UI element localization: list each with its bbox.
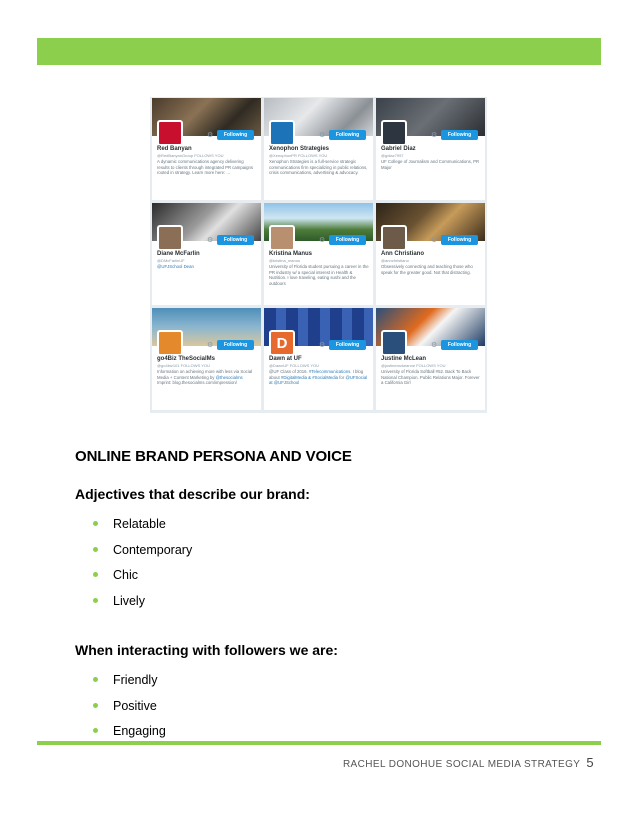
profile-name[interactable]: Dawn at UF bbox=[269, 356, 302, 362]
profile-handle: @justinemckeanne FOLLOWS YOU bbox=[381, 363, 446, 368]
bullet-label: Positive bbox=[113, 698, 157, 713]
profile-name[interactable]: Kristina Manus bbox=[269, 251, 313, 257]
following-button[interactable]: Following bbox=[441, 235, 478, 245]
gear-icon[interactable]: ⚙ bbox=[207, 342, 214, 349]
avatar[interactable] bbox=[381, 120, 407, 146]
profile-name[interactable]: Justine McLean bbox=[381, 356, 427, 362]
gear-icon[interactable]: ⚙ bbox=[431, 342, 438, 349]
bullet-dot-icon bbox=[93, 598, 98, 603]
bullet-item bbox=[93, 593, 192, 619]
following-button[interactable]: Following bbox=[217, 235, 254, 245]
twitter-profile-card[interactable] bbox=[376, 98, 485, 200]
profile-bio: University of Florida Softball #52. Back To Back National Champion. Public Relations Major. Forever a California Girl bbox=[381, 369, 480, 386]
bullet-item bbox=[93, 723, 166, 749]
footer-accent-bar bbox=[37, 741, 601, 745]
avatar[interactable] bbox=[157, 225, 183, 251]
twitter-profile-card[interactable] bbox=[152, 203, 261, 305]
avatar[interactable]: D bbox=[269, 330, 295, 356]
adjectives-list bbox=[93, 516, 192, 619]
twitter-profile-card[interactable] bbox=[376, 308, 485, 410]
bullet-label: Engaging bbox=[113, 724, 166, 739]
footer-text: RACHEL DONOHUE SOCIAL MEDIA STRATEGY bbox=[342, 759, 581, 770]
profile-handle: @RedBanyanGroup FOLLOWS YOU bbox=[157, 153, 224, 158]
following-button[interactable]: Following bbox=[217, 340, 254, 350]
section-title: ONLINE BRAND PERSONA AND VOICE bbox=[75, 448, 352, 465]
profile-bio: Xenophon Strategies is a full-service strategic communications firm specializing in public relations, crisis communications, advertising & advocacy. bbox=[269, 159, 368, 176]
page-number: 5 bbox=[586, 755, 594, 770]
bullet-dot-icon bbox=[93, 521, 98, 526]
following-button[interactable]: Following bbox=[441, 130, 478, 140]
gear-icon[interactable]: ⚙ bbox=[207, 237, 214, 244]
avatar[interactable] bbox=[157, 120, 183, 146]
profile-name[interactable]: Gabriel Diaz bbox=[381, 146, 416, 152]
interaction-heading: When interacting with followers we are: bbox=[75, 642, 338, 658]
twitter-following-grid bbox=[150, 97, 487, 413]
profile-name[interactable]: Diane McFarlin bbox=[157, 251, 200, 257]
profile-bio: UF College of Journalism and Communications, PR Major bbox=[381, 159, 480, 170]
profile-handle: @go4biz101 FOLLOWS YOU bbox=[157, 363, 210, 368]
avatar[interactable] bbox=[269, 225, 295, 251]
profile-handle: @kristina_manus bbox=[269, 258, 300, 263]
profile-handle: @DawnUF FOLLOWS YOU bbox=[269, 363, 319, 368]
twitter-profile-card[interactable] bbox=[152, 308, 261, 410]
bullet-label: Lively bbox=[113, 594, 145, 609]
bullet-dot-icon bbox=[93, 728, 98, 733]
profile-name[interactable]: go4Biz TheSocialMs bbox=[157, 356, 216, 362]
avatar[interactable] bbox=[269, 120, 295, 146]
twitter-profile-card[interactable] bbox=[264, 98, 373, 200]
profile-handle: @annchristiano bbox=[381, 258, 409, 263]
bullet-item bbox=[93, 516, 192, 542]
gear-icon[interactable]: ⚙ bbox=[431, 237, 438, 244]
bullet-dot-icon bbox=[93, 572, 98, 577]
profile-handle: @gdiaz7997 bbox=[381, 153, 404, 158]
avatar[interactable] bbox=[381, 225, 407, 251]
bullet-dot-icon bbox=[93, 703, 98, 708]
gear-icon[interactable]: ⚙ bbox=[319, 237, 326, 244]
gear-icon[interactable]: ⚙ bbox=[319, 132, 326, 139]
bullet-label: Friendly bbox=[113, 673, 158, 687]
profile-name[interactable]: Xenophon Strategies bbox=[269, 146, 330, 152]
profile-name[interactable]: Red Banyan bbox=[157, 146, 192, 152]
twitter-profile-card[interactable] bbox=[152, 98, 261, 200]
bullet-item bbox=[93, 542, 192, 568]
profile-name[interactable]: Ann Christiano bbox=[381, 251, 424, 257]
bullet-label: Relatable bbox=[113, 517, 166, 531]
profile-bio: @UFJSchool Dean bbox=[157, 264, 194, 269]
header-accent-bar bbox=[37, 38, 601, 65]
following-button[interactable]: Following bbox=[217, 130, 254, 140]
profile-bio: Obsessively connecting and teaching those who speak for the greater good. Not that distracting. bbox=[381, 264, 473, 275]
profile-bio: Information on achieving more with less via Social Media + Content Marketing by @thesocialms Imprint: blog.thesocialms.com/impression/ bbox=[157, 369, 253, 386]
gear-icon[interactable]: ⚙ bbox=[431, 132, 438, 139]
bullet-label: Chic bbox=[113, 568, 139, 583]
bullet-item bbox=[93, 567, 192, 593]
adjectives-heading: Adjectives that describe our brand: bbox=[75, 486, 310, 502]
profile-handle: @DMcFarlinUF bbox=[157, 258, 185, 263]
avatar[interactable] bbox=[157, 330, 183, 356]
bullet-label: Contemporary bbox=[113, 542, 193, 557]
following-button[interactable]: Following bbox=[441, 340, 478, 350]
gear-icon[interactable]: ⚙ bbox=[207, 132, 214, 139]
bullet-dot-icon bbox=[93, 547, 98, 552]
following-button[interactable]: Following bbox=[329, 235, 366, 245]
following-button[interactable]: Following bbox=[329, 340, 366, 350]
gear-icon[interactable]: ⚙ bbox=[319, 342, 326, 349]
interaction-list bbox=[93, 672, 166, 749]
bullet-item bbox=[93, 672, 166, 698]
profile-bio: University of Florida student pursuing a career in the PR industry w/ a special interest in Health & Nutrition. I love traveling, eating sushi and the outdoors bbox=[269, 264, 369, 286]
bullet-dot-icon bbox=[93, 677, 98, 682]
page-footer bbox=[343, 755, 594, 770]
bullet-item bbox=[93, 698, 166, 724]
avatar[interactable] bbox=[381, 330, 407, 356]
twitter-profile-card[interactable] bbox=[264, 203, 373, 305]
following-button[interactable]: Following bbox=[329, 130, 366, 140]
profile-bio: A dynamic communications agency delivering results to clients through integrated PR campaigns rooted in strategy. Learn more here: ... bbox=[157, 159, 254, 176]
twitter-profile-card[interactable] bbox=[264, 308, 373, 410]
profile-bio: @UF Class of 2016. #Telecommunications. I blog about #DigitalMedia & #SocialMedia for @UFSocial at @UFJSchool bbox=[269, 369, 368, 386]
profile-handle: @XenophonPR FOLLOWS YOU bbox=[269, 153, 328, 158]
twitter-profile-card[interactable] bbox=[376, 203, 485, 305]
